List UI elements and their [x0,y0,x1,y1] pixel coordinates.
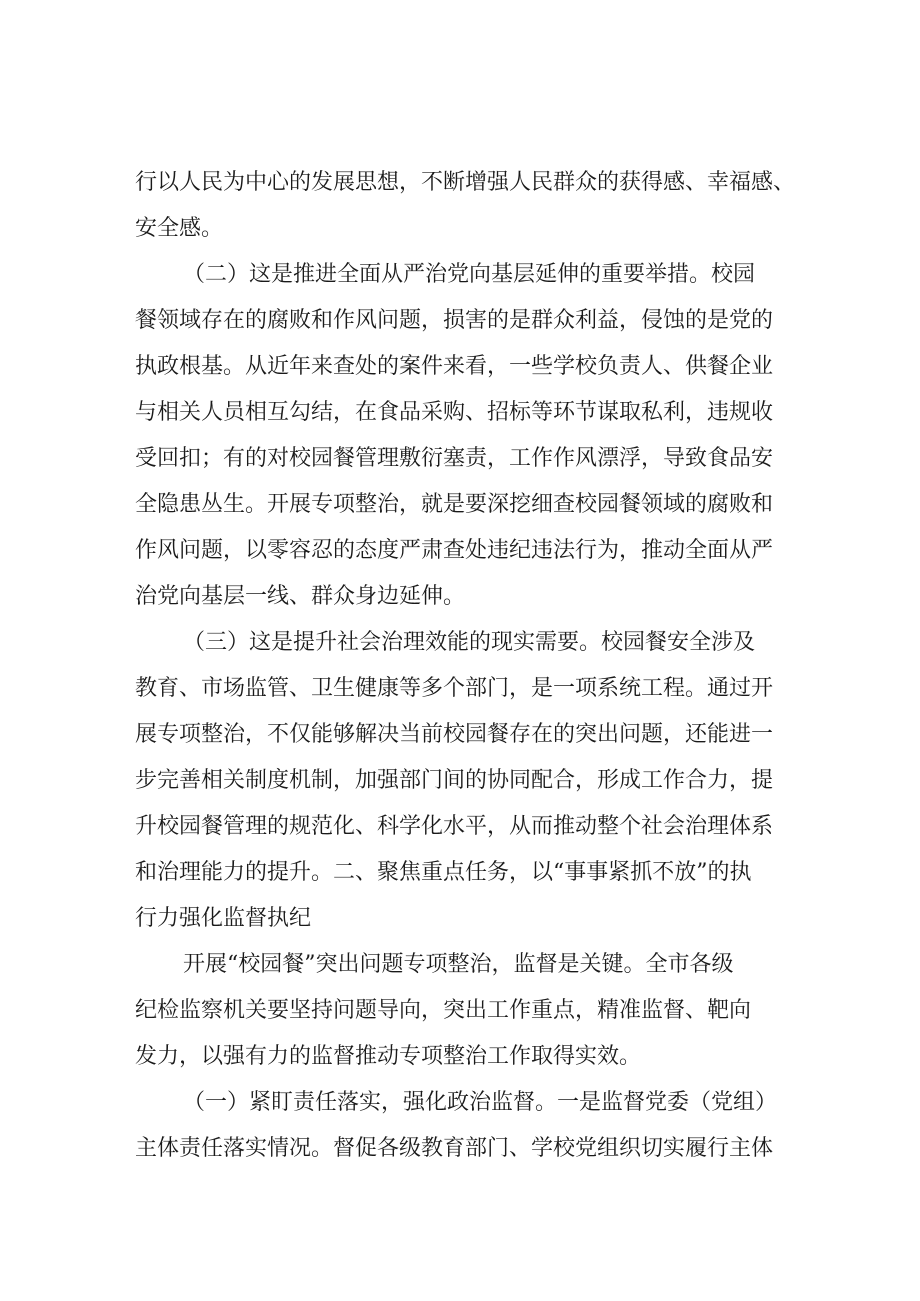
text-line: 行以人民为中心的发展思想，不断增强人民群众的获得感、幸福感、 [135,170,796,195]
paragraph-heading-line: （二）这是推进全面从严治党向基层延伸的重要举措。校园 [183,262,756,287]
text-line: 步完善相关制度机制，加强部门间的协同配合，形成工作合力，提 [135,768,774,793]
text-line: 受回扣；有的对校园餐管理敷衍塞责，工作作风漂浮，导致食品安 [135,446,774,471]
text-line: 发力，以强有力的监督推动专项整治工作取得实效。 [135,1044,642,1069]
text-line: 执政根基。从近年来查处的案件来看，一些学校负责人、供餐企业 [135,354,774,379]
text-line: 餐领域存在的腐败和作风问题，损害的是群众利益，侵蚀的是党的 [135,308,774,333]
text-line: 教育、市场监管、卫生健康等多个部门，是一项系统工程。通过开 [135,676,774,701]
paragraph-heading-line: （一）紧盯责任落实，强化政治监督。一是监督党委（党组） [183,1090,778,1115]
text-line: 安全感。 [135,216,224,241]
paragraph-line: 开展“校园餐”突出问题专项整治，监督是关键。全市各级 [183,952,734,977]
text-line: 治党向基层一线、群众身边延伸。 [135,584,466,609]
text-line: 和治理能力的提升。二、聚焦重点任务，以“事事紧抓不放”的执 [135,860,752,885]
text-line: 与相关人员相互勾结，在食品采购、招标等环节谋取私利，违规收 [135,400,774,425]
text-line: 纪检监察机关要坚持问题导向，突出工作重点，精准监督、靶向 [135,998,752,1023]
paragraph-heading-line: （三）这是提升社会治理效能的现实需要。校园餐安全涉及 [183,630,756,655]
text-line: 作风问题，以零容忍的态度严肃查处违纪违法行为，推动全面从严 [135,538,774,563]
text-line: 主体责任落实情况。督促各级教育部门、学校党组织切实履行主体 [135,1136,774,1161]
text-line: 展专项整治，不仅能够解决当前校园餐存在的突出问题，还能进一 [135,722,774,747]
text-line: 升校园餐管理的规范化、科学化水平，从而推动整个社会治理体系 [135,814,774,839]
text-line: 全隐患丛生。开展专项整治，就是要深挖细查校园餐领域的腐败和 [135,492,774,517]
text-line: 行力强化监督执纪 [135,906,312,931]
